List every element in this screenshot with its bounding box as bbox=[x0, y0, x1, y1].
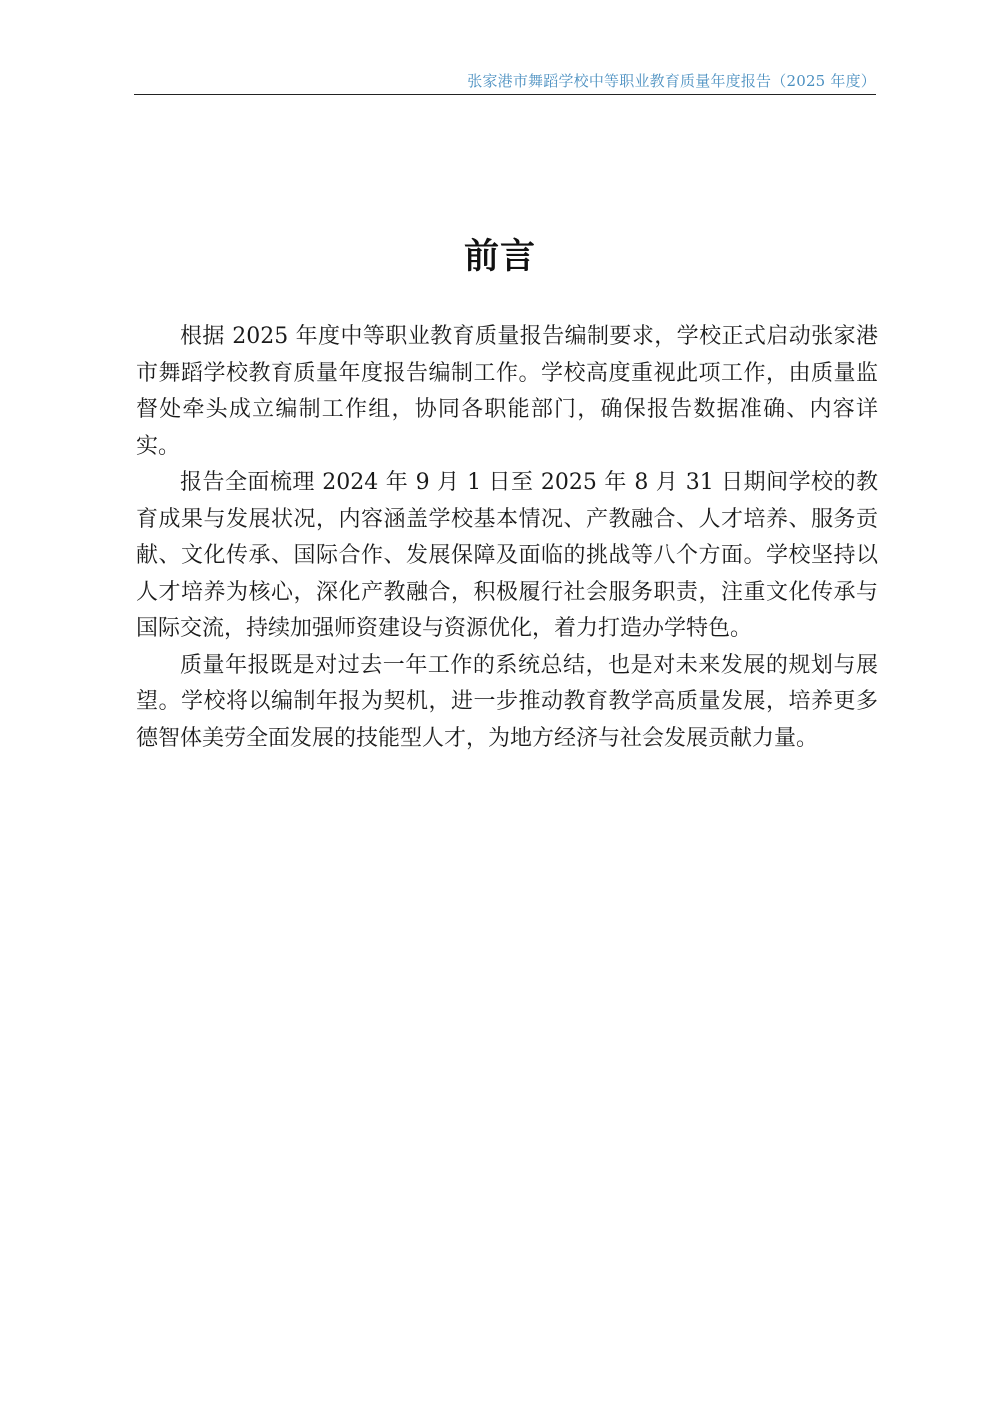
paragraph-1: 根据 2025 年度中等职业教育质量报告编制要求，学校正式启动张家港市舞蹈学校教育质量年度报告编制工作。学校高度重视此项工作，由质量监督处牵头成立编制工作组，协同各职能部门，确保报告数据准确、内容详实。 bbox=[136, 324, 878, 459]
running-header: 张家港市舞蹈学校中等职业教育质量年度报告（2025 年度） bbox=[467, 72, 876, 90]
page-title: 前言 bbox=[463, 236, 536, 278]
header-divider bbox=[134, 94, 876, 95]
paragraph-2: 报告全面梳理 2024 年 9 月 1 日至 2025 年 8 月 31 日期间学校的教育成果与发展状况，内容涵盖学校基本情况、产教融合、人才培养、服务贡献、文化传承、国际合作、发展保障及面临的挑战等八个方面。学校坚持以人才培养为核心，深化产教融合，积极履行社会服务职责，注重文化传承与国际交流，持续加强师资建设与资源优化，着力打造办学特色。 bbox=[136, 470, 878, 641]
paragraph-3: 质量年报既是对过去一年工作的系统总结，也是对未来发展的规划与展望。学校将以编制年报为契机，进一步推动教育教学高质量发展，培养更多德智体美劳全面发展的技能型人才，为地方经济与社会发展贡献力量。 bbox=[136, 652, 878, 751]
body-text bbox=[136, 319, 878, 757]
